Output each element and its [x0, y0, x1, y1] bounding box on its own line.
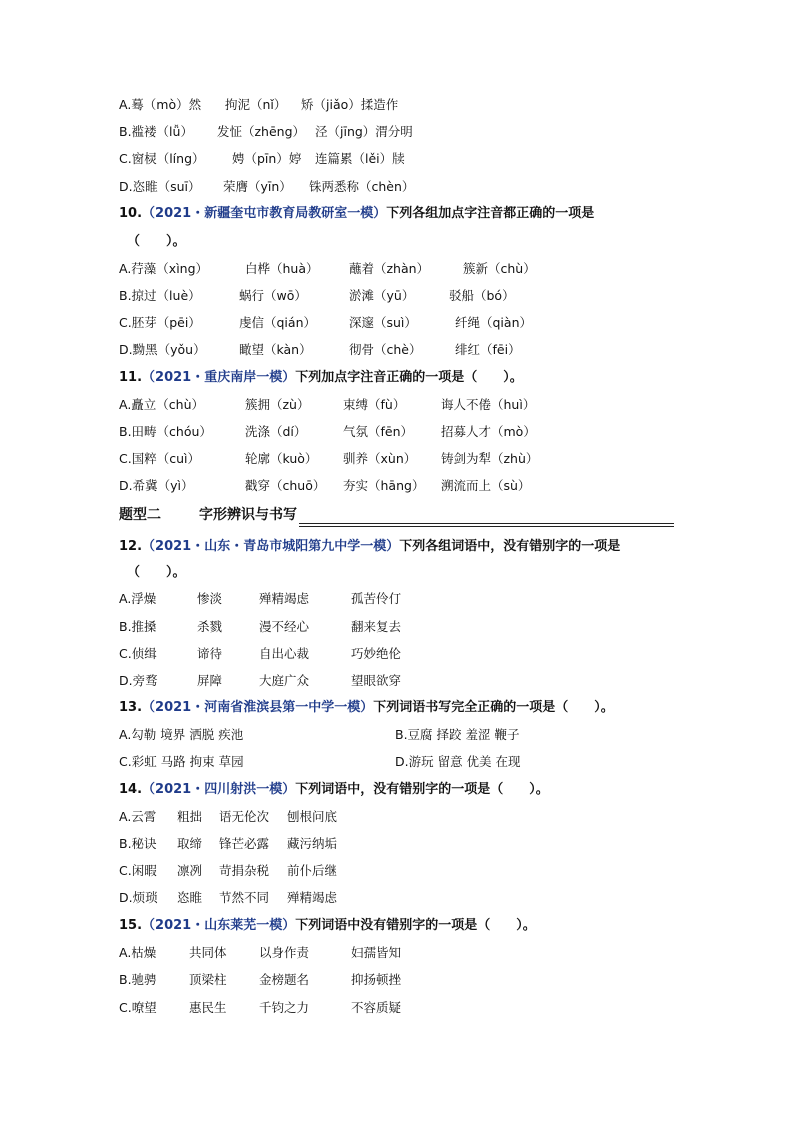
q11-stem — [119, 367, 523, 389]
option-term: C.胚芽（pēi） — [119, 315, 201, 330]
option-term: 戳穿（chuō） — [245, 478, 326, 493]
option-term: 自出心裁 — [259, 646, 310, 661]
option-term: 语无伦次 — [219, 809, 270, 824]
q14-stem — [119, 779, 549, 801]
option-term: B.掠过（luè） — [119, 288, 201, 303]
option-term: B.秘诀 — [119, 836, 157, 851]
option-term: 恣睢 — [177, 890, 203, 905]
q13-option-c: C.彩虹 马路 拘束 草园 — [119, 754, 244, 769]
section-title: 字形辨识与书写 — [199, 507, 297, 523]
option-term: 诲人不倦（huì） — [441, 397, 536, 412]
option-term: 蜗行（wō） — [239, 288, 307, 303]
option-term: C.闲暇 — [119, 863, 157, 878]
option-term: A.浮燥 — [119, 591, 157, 606]
option-term: D.旁骛 — [119, 673, 158, 688]
option-term: 驳船（bó） — [449, 288, 515, 303]
option-term: 抑扬顿挫 — [351, 972, 402, 987]
question-text: 12. — [119, 539, 143, 554]
option-term: 凛冽 — [177, 863, 203, 878]
q15-stem — [119, 915, 536, 937]
section-label: 题型二 — [119, 507, 161, 523]
option-term: 谛待 — [197, 646, 223, 661]
option-term: D.烦琐 — [119, 890, 158, 905]
question-text: 15. — [119, 918, 143, 933]
option-term: 金榜题名 — [259, 972, 310, 987]
q10-answer-blank: （ ）。 — [127, 234, 186, 249]
q13-option-a: A.勾勒 境界 洒脱 疾池 — [119, 727, 244, 742]
option-term: 荣膺（yīn） — [223, 179, 292, 194]
option-term: B.褴褛（lǚ） — [119, 124, 193, 139]
option-term: 泾（jīng）渭分明 — [315, 124, 413, 139]
option-term: 簇新（chù） — [463, 261, 536, 276]
option-term: B.推搡 — [119, 619, 157, 634]
option-term: 簇拥（zù） — [245, 397, 310, 412]
q11-source: （2021・重庆南岸一模） — [142, 370, 296, 385]
option-term: 淤滩（yū） — [349, 288, 415, 303]
question-text: 下列加点字注音正确的一项是（ ）。 — [295, 370, 523, 385]
option-term: 孤苦伶仃 — [351, 591, 402, 606]
option-term: 苛捐杂税 — [219, 863, 270, 878]
option-term: A.荇藻（xìng） — [119, 261, 209, 276]
option-term: 白桦（huà） — [245, 261, 319, 276]
option-term: 绯红（fēi） — [455, 342, 521, 357]
option-term: A.枯燥 — [119, 945, 157, 960]
question-text: 13. — [119, 700, 143, 715]
option-term: 巧妙绝伦 — [351, 646, 402, 661]
option-term: 深邃（suì） — [349, 315, 417, 330]
option-term: 瞰望（kàn） — [239, 342, 312, 357]
option-term: 共同体 — [189, 945, 227, 960]
option-term: 妇孺皆知 — [351, 945, 402, 960]
option-term: 以身作责 — [259, 945, 310, 960]
question-text: 下列各组加点字注音都正确的一项是 — [386, 206, 595, 221]
option-term: 轮廓（kuò） — [245, 451, 318, 466]
option-term: 前仆后继 — [287, 863, 338, 878]
option-term: 取缔 — [177, 836, 203, 851]
q10-stem — [119, 203, 594, 225]
option-term: D.黝黑（yǒu） — [119, 342, 206, 357]
question-text: 下列词语中没有错别字的一项是（ ）。 — [295, 918, 536, 933]
option-term: 大庭广众 — [259, 673, 310, 688]
q12-stem — [119, 536, 620, 558]
option-term: 娉（pīn）婷 — [232, 151, 302, 166]
question-text: 下列各组词语中，没有错别字的一项是 — [399, 539, 621, 554]
section-header — [119, 505, 674, 525]
option-term: 铢两悉称（chèn） — [309, 179, 415, 194]
option-term: 彻骨（chè） — [349, 342, 422, 357]
q14-source: （2021・四川射洪一模） — [142, 782, 296, 797]
option-term: 拘泥（nǐ） — [225, 97, 287, 112]
question-text: 14. — [119, 782, 143, 797]
section-underline-thin — [299, 526, 674, 527]
q12-source: （2021・山东・青岛市城阳第九中学一模） — [142, 539, 400, 554]
option-term: C.窗棂（líng） — [119, 151, 205, 166]
question-text: 下列词语中，没有错别字的一项是（ ）。 — [295, 782, 549, 797]
option-term: 溯流而上（sù） — [441, 478, 531, 493]
option-term: 招募人才（mò） — [441, 424, 536, 439]
q13-source: （2021・河南省淮滨县第一中学一模） — [142, 700, 374, 715]
option-term: 殚精竭虑 — [259, 591, 310, 606]
option-term: 杀戮 — [197, 619, 223, 634]
section-underline — [299, 523, 674, 524]
question-text: 下列词语书写完全正确的一项是（ ）。 — [373, 700, 614, 715]
option-term: 屏障 — [197, 673, 223, 688]
option-term: 千钧之力 — [259, 1000, 310, 1015]
option-term: A.蓦（mò）然 — [119, 97, 202, 112]
option-term: 锋芒必露 — [219, 836, 270, 851]
option-term: B.驰骋 — [119, 972, 157, 987]
option-term: 殚精竭虑 — [287, 890, 338, 905]
option-term: 不容质疑 — [351, 1000, 402, 1015]
option-term: D.恣睢（suī） — [119, 179, 201, 194]
option-term: 束缚（fù） — [343, 397, 406, 412]
option-term: 发怔（zhēng） — [217, 124, 306, 139]
option-term: 蘸着（zhàn） — [349, 261, 430, 276]
q13-stem — [119, 697, 614, 719]
option-term: A.云霄 — [119, 809, 157, 824]
option-term: 顶梁柱 — [189, 972, 227, 987]
question-text: 10. — [119, 206, 143, 221]
option-term: 粗拙 — [177, 809, 203, 824]
option-term: B.田畴（chóu） — [119, 424, 212, 439]
q12-answer-blank: （ ）。 — [127, 565, 186, 580]
option-term: 洗涤（dí） — [245, 424, 307, 439]
option-term: 望眼欲穿 — [351, 673, 402, 688]
option-term: 矫（jiǎo）揉造作 — [301, 97, 399, 112]
option-term: 惠民生 — [189, 1000, 227, 1015]
option-term: C.嘹望 — [119, 1000, 157, 1015]
option-term: A.矗立（chù） — [119, 397, 205, 412]
option-term: 驯养（xùn） — [343, 451, 417, 466]
option-term: 气氛（fēn） — [343, 424, 414, 439]
option-term: C.侦缉 — [119, 646, 157, 661]
question-text: 11. — [119, 370, 143, 385]
option-term: 连篇累（lěi）牍 — [315, 151, 405, 166]
option-term: 虔信（qián） — [239, 315, 316, 330]
q15-source: （2021・山东莱芜一模） — [142, 918, 296, 933]
q13-option-b: B.豆腐 择跤 羞涩 鞭子 — [395, 727, 520, 742]
option-term: 藏污纳垢 — [287, 836, 338, 851]
option-term: 翻来复去 — [351, 619, 402, 634]
option-term: 刨根问底 — [287, 809, 338, 824]
q13-option-d: D.游玩 留意 优美 在现 — [395, 754, 521, 769]
option-term: 夯实（hāng） — [343, 478, 425, 493]
option-term: 节然不同 — [219, 890, 270, 905]
option-term: 纤绳（qiàn） — [455, 315, 532, 330]
option-term: 铸剑为犁（zhù） — [441, 451, 539, 466]
option-term: C.国粹（cuì） — [119, 451, 200, 466]
q10-source: （2021・新疆奎屯市教育局教研室一模） — [142, 206, 387, 221]
option-term: 漫不经心 — [259, 619, 310, 634]
option-term: 惨淡 — [197, 591, 223, 606]
option-term: D.希冀（yì） — [119, 478, 194, 493]
